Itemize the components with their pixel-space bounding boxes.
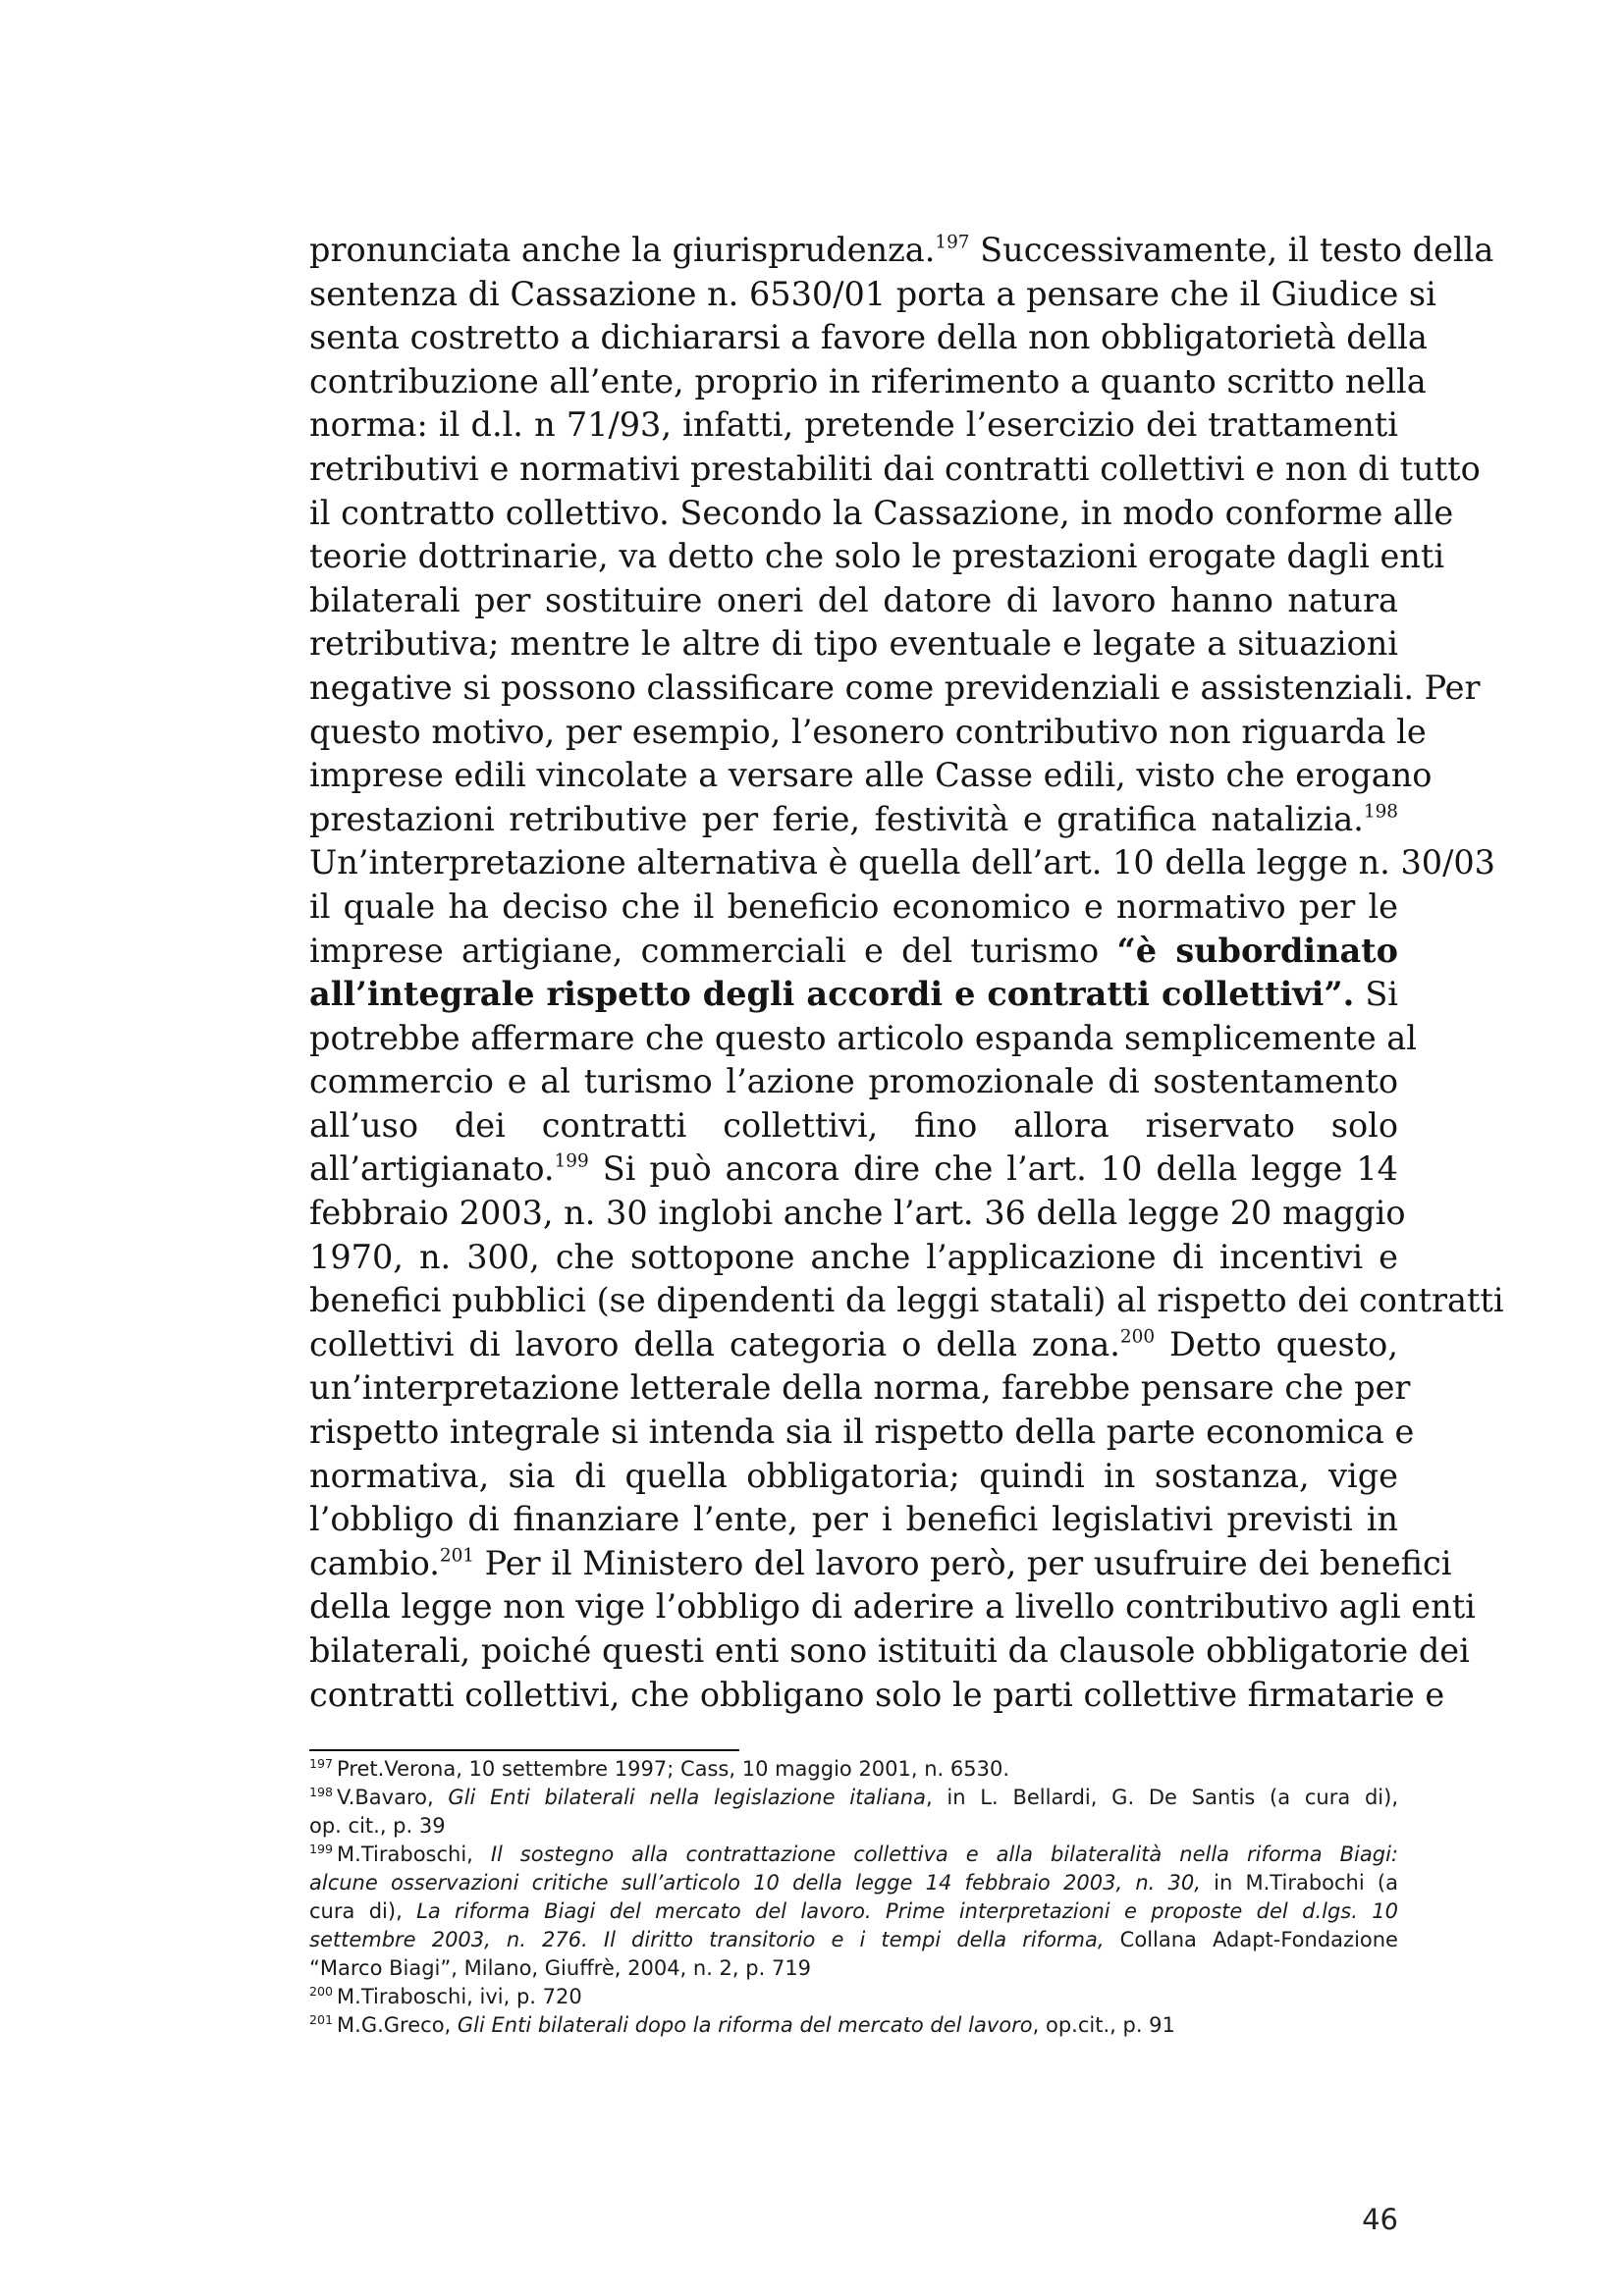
body-line [309, 579, 1398, 623]
text-run: benefici pubblici (se dipendenti da leggi statali) al rispetto dei contratti [309, 1281, 1504, 1320]
text-run: Detto questo, [1155, 1324, 1398, 1363]
footnote-reference: 201 [439, 1545, 475, 1567]
text-run: M.Tiraboschi, [337, 1842, 491, 1866]
body-line [309, 1366, 1411, 1411]
text-run: febbraio 2003, n. 30 inglobi anche l’art. 36 della legge 20 maggio [309, 1194, 1406, 1233]
body-line [309, 1542, 1452, 1586]
text-run: Si [1354, 975, 1398, 1014]
text-run: collettivi di lavoro della categoria o della zona. [309, 1324, 1120, 1363]
body-line [309, 360, 1427, 404]
text-run: in M.Tirabochi (a [1200, 1871, 1398, 1895]
body-line [309, 973, 1398, 1017]
footnote-number: 201 [309, 2012, 334, 2028]
footnote [309, 2011, 1398, 2040]
text-run: contratti collettivi, che obbligano solo le parti collettive firmatarie e [309, 1675, 1445, 1714]
footnote-number: 197 [309, 1756, 334, 1772]
footnote-number: 200 [309, 1984, 334, 2000]
footnotes [309, 1755, 1398, 2040]
text-run: all’uso dei contratti collettivi, fino allora riservato solo [309, 1105, 1398, 1145]
footnote-line [309, 1841, 1398, 1869]
body-line [309, 1323, 1398, 1367]
body-line [309, 622, 1398, 667]
bold-text: all’integrale rispetto degli accordi e contratti collettivi”. [309, 975, 1355, 1014]
footnote-line [309, 1983, 1398, 2011]
footnote [309, 1983, 1398, 2011]
text-run: il quale ha deciso che il beneficio economico e normativo per le [309, 886, 1398, 926]
text-run: negative si possono classificare come previdenziali e assistenziali. Per [309, 667, 1481, 707]
body-line [309, 1104, 1398, 1148]
text-run: , op.cit., p. 91 [1032, 2013, 1175, 2037]
text-run: l’obbligo di finanziare l’ente, per i benefici legislativi previsti in [309, 1500, 1398, 1539]
italic-text: La riforma Biagi del mercato del lavoro. Prime interpretazioni e proposte del d.lgs. 10 [416, 1899, 1398, 1923]
text-run: normativa, sia di quella obbligatoria; quindi in sostanza, vige [309, 1456, 1398, 1495]
body-line [309, 1192, 1406, 1236]
footnote [309, 1755, 1398, 1784]
text-run: imprese edili vincolate a versare alle Casse edili, visto che erogano [309, 756, 1433, 795]
body-line [309, 841, 1495, 885]
footnote-number: 198 [309, 1785, 334, 1800]
bold-text: “è subordinato [1116, 931, 1398, 970]
footnote-reference: 198 [1363, 801, 1398, 823]
text-run: commercio e al turismo l’azione promozionale di sostentamento [309, 1062, 1398, 1101]
text-run: Un’interpretazione alternativa è quella dell’art. 10 della legge n. 30/03 [309, 843, 1495, 882]
body-text [309, 229, 1504, 1717]
body-line [309, 1498, 1398, 1542]
footnote-line [309, 1869, 1398, 1897]
body-line [309, 667, 1481, 711]
body-line [309, 316, 1428, 360]
text-run: op. cit., p. 39 [309, 1814, 446, 1838]
text-run: potrebbe affermare che questo articolo espanda semplicemente al [309, 1018, 1417, 1057]
text-run: Per il Ministero del lavoro però, per usufruire dei benefici [474, 1543, 1452, 1582]
text-run: teorie dottrinarie, va detto che solo le prestazioni erogate dagli enti [309, 537, 1445, 576]
footnote-line [309, 2011, 1398, 2040]
text-run: bilaterali per sostituire oneri del datore di lavoro hanno natura [309, 580, 1398, 619]
body-line [309, 930, 1398, 974]
body-line [309, 273, 1436, 317]
body-line [309, 1411, 1415, 1455]
footnote-number: 199 [309, 1842, 334, 1857]
text-run: , in L. Bellardi, G. De Santis (a cura di), [925, 1786, 1399, 1809]
text-run: della legge non vige l’obbligo di aderire a livello contributivo agli enti [309, 1587, 1476, 1627]
body-line [309, 1148, 1398, 1192]
text-run: contribuzione all’ente, proprio in riferimento a quanto scritto nella [309, 361, 1427, 400]
body-line [309, 229, 1494, 273]
footnote-reference: 197 [935, 232, 970, 253]
text-run: retributiva; mentre le altre di tipo eventuale e legate a situazioni [309, 624, 1398, 664]
text-run: prestazioni retributive per ferie, festività e gratifica natalizia. [309, 799, 1364, 838]
body-line [309, 885, 1398, 930]
body-line [309, 403, 1398, 448]
body-line [309, 1236, 1398, 1280]
text-run: rispetto integrale si intenda sia il rispetto della parte economica e [309, 1413, 1415, 1452]
text-run: V.Bavaro, [337, 1786, 449, 1809]
footnote-reference: 199 [554, 1151, 589, 1173]
body-line [309, 754, 1433, 798]
body-line [309, 1629, 1470, 1674]
body-line [309, 1060, 1398, 1104]
text-run: Pret.Verona, 10 settembre 1997; Cass, 10 maggio 2001, n. 6530. [337, 1757, 1010, 1781]
text-run: questo motivo, per esempio, l’esonero contributivo non riguarda le [309, 712, 1427, 751]
italic-text: Il sostegno alla contrattazione collettiva e alla bilateralità nella riforma Biagi: [490, 1842, 1398, 1866]
body-line [309, 1279, 1504, 1323]
italic-text: Gli Enti bilaterali nella legislazione italiana [448, 1786, 926, 1809]
italic-text: settembre 2003, n. 276. Il diritto transitorio e i tempi della riforma, [309, 1928, 1105, 1951]
body-line [309, 1674, 1445, 1718]
text-run: il contratto collettivo. Secondo la Cassazione, in modo conforme alle [309, 493, 1454, 532]
body-line [309, 1455, 1398, 1499]
text-run: Collana Adapt-Fondazione [1104, 1928, 1398, 1951]
italic-text: Gli Enti bilaterali dopo la riforma del mercato del lavoro [457, 2013, 1033, 2037]
text-run: cambio. [309, 1543, 440, 1582]
body-line [309, 1585, 1476, 1629]
footnote-separator [309, 1749, 739, 1751]
body-line [309, 1017, 1417, 1061]
footnote-line [309, 1926, 1398, 1954]
text-run: retributivi e normativi prestabiliti dai contratti collettivi e non di tutto [309, 449, 1481, 488]
footnote-line [309, 1784, 1398, 1812]
footnote-line [309, 1897, 1398, 1926]
body-line [309, 448, 1481, 492]
footnote [309, 1784, 1398, 1841]
body-line [309, 535, 1445, 579]
text-run: pronunciata anche la giurisprudenza. [309, 231, 936, 269]
text-run: all’artigianato. [309, 1149, 555, 1189]
footnote-line [309, 1954, 1398, 1983]
text-run: bilaterali, poiché questi enti sono istituiti da clausole obbligatorie dei [309, 1631, 1470, 1670]
body-line [309, 492, 1454, 536]
text-run: imprese artigiane, commerciali e del turismo [309, 931, 1117, 970]
footnote-line [309, 1812, 1398, 1841]
text-run: 1970, n. 300, che sottopone anche l’applicazione di incentivi e [309, 1237, 1398, 1276]
text-run: cura di), [309, 1899, 417, 1923]
footnote [309, 1841, 1398, 1983]
text-run: senta costretto a dichiararsi a favore della non obbligatorietà della [309, 318, 1428, 357]
text-run: Si può ancora dire che l’art. 10 della legge 14 [588, 1149, 1398, 1189]
text-run: norma: il d.l. n 71/93, infatti, pretende l’esercizio dei trattamenti [309, 405, 1398, 445]
text-run: sentenza di Cassazione n. 6530/01 porta a pensare che il Giudice si [309, 274, 1436, 313]
page-number: 46 [1362, 2203, 1398, 2236]
footnote-reference: 200 [1119, 1326, 1156, 1348]
text-run: “Marco Biagi”, Milano, Giuffrè, 2004, n. 2, p. 719 [309, 1956, 812, 1980]
body-line [309, 711, 1427, 755]
italic-text: alcune osservazioni critiche sull’articolo 10 della legge 14 febbraio 2003, n. 30, [309, 1871, 1201, 1895]
text-run: un’interpretazione letterale della norma, farebbe pensare che per [309, 1368, 1411, 1408]
body-line [309, 798, 1398, 842]
text-run: Successivamente, il testo della [969, 231, 1494, 269]
footnote-line [309, 1755, 1398, 1784]
text-run: M.G.Greco, [337, 2013, 458, 2037]
text-run: M.Tiraboschi, ivi, p. 720 [337, 1985, 582, 2008]
